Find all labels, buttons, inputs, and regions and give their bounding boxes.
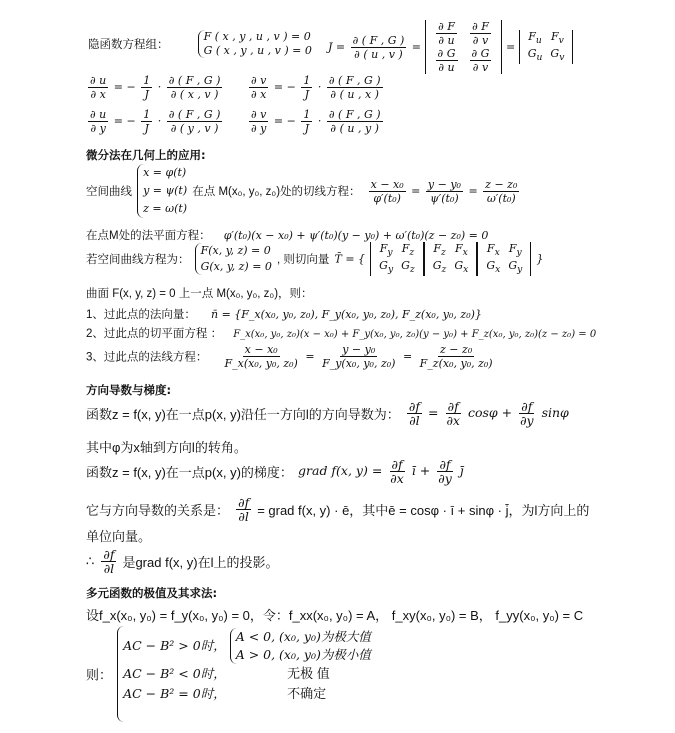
det-entry: [470, 47, 492, 74]
frac-num: ∂ v: [251, 74, 267, 87]
frac-num: ∂f: [521, 399, 533, 414]
det-symbol: G: [454, 259, 464, 273]
directional-line: [86, 400, 569, 427]
det-symbol: F: [508, 242, 517, 255]
frac-den: ∂ x: [251, 88, 267, 101]
curve2-label: 若空间曲线方程为：: [86, 254, 190, 267]
det-den: ∂ v: [472, 61, 489, 74]
det-entry: [470, 20, 491, 47]
det-symbol: G: [401, 259, 410, 273]
frac-num: ∂ ( F , G ): [168, 108, 221, 121]
frac-num: ∂f: [408, 399, 420, 414]
det-symbol: F: [454, 242, 463, 255]
frac-num: 1: [143, 74, 151, 87]
case1: AC − B² > 0时，: [123, 638, 226, 653]
case3: AC − B² = 0时，: [123, 686, 226, 701]
eq-minus: = −: [273, 80, 296, 94]
equals-sign: =: [411, 184, 421, 197]
case1a: A < 0, (x₀, y₀)为极大值: [235, 629, 371, 644]
item1-label: 1、过此点的法向量：: [86, 309, 196, 321]
frac-den: ω′(t₀): [486, 191, 516, 205]
frac-den: ∂l: [103, 561, 115, 576]
frac-den: ∂ y: [90, 122, 106, 135]
implicit-label: 隐函数方程组：: [88, 39, 169, 51]
det-subscript: z: [409, 247, 415, 259]
implicit-system-brace: [198, 30, 312, 58]
det-symbol: G: [550, 47, 560, 60]
jacobian-den: ∂ ( u , v ): [354, 47, 403, 61]
det-subscript: u: [536, 52, 543, 64]
jacobian-num: ∂ ( F , G ): [352, 33, 405, 47]
sin-term: sinφ: [541, 405, 569, 420]
det-symbol: G: [527, 47, 537, 60]
frac-den: ∂l: [409, 413, 420, 428]
extrema-cases: [86, 626, 371, 722]
det-symbol: G: [432, 259, 442, 273]
implicit-eq1: F ( x , y , u , v ) = 0: [203, 30, 311, 43]
normal-plane-row: [86, 224, 488, 243]
directional-heading: 方向导数与梯度:: [86, 383, 172, 397]
det-den: ∂ u: [438, 34, 455, 47]
det-num: ∂ F: [438, 20, 455, 33]
relation-text-2: = grad f(x, y) · ē，其中ē = cosφ · ī + sinφ · j̄，为l方向上的: [257, 503, 590, 518]
unit-i: ī +: [411, 463, 431, 478]
cos-term: cosφ +: [467, 405, 513, 420]
curve-eq: y = ψ(t): [143, 184, 188, 197]
normal-vector-row: [86, 303, 482, 322]
gradient-line: [86, 458, 464, 485]
det-symbol: G: [379, 259, 388, 273]
frac-den: φ′(t₀): [373, 191, 401, 205]
det-subscript: y: [516, 247, 522, 259]
det-subscript: u: [535, 35, 542, 46]
det-symbol: G: [508, 259, 518, 273]
partial-du-dx: [86, 74, 224, 101]
frac-num: ∂f: [439, 457, 451, 472]
item1-eq: n̄ = {F_x(x₀, y₀, z₀), F_y(x₀, y₀, z₀), F_z(x₀, y₀, z₀)}: [211, 308, 482, 321]
partial-du-dy: [86, 108, 224, 135]
frac-num: z − z₀: [440, 343, 473, 356]
equals-sign: =: [402, 349, 413, 363]
curve2-eq: G(x, y, z) = 0: [200, 260, 272, 274]
item2-eq: F_x(x₀, y₀, z₀)(x − x₀) + F_y(x₀, y₀, z₀)(y − y₀) + F_z(x₀, y₀, z₀)(z − z₀) = 0: [233, 329, 597, 340]
normal-plane-eq: φ′(t₀)(x − x₀) + ψ′(t₀)(y − y₀) + ω′(t₀)(z − z₀) = 0: [223, 229, 489, 242]
det-symbol: F: [401, 242, 410, 255]
case2: AC − B² < 0时，: [123, 666, 226, 681]
frac-num: ∂ ( F , G ): [168, 74, 221, 87]
relation-line: [86, 496, 589, 523]
tangent-vector-end: }: [536, 252, 544, 266]
gradient-text: 函数z = f(x, y)在一点p(x, y)的梯度：: [86, 465, 293, 480]
frac-den: ∂ y: [251, 122, 267, 135]
frac-den: J: [144, 122, 149, 135]
det-subscript: x: [494, 247, 500, 259]
det-subscript: v: [558, 35, 564, 46]
curve2-then: , 则切向量: [277, 254, 330, 267]
det-num: ∂ F: [472, 20, 489, 33]
equals-sign: =: [411, 40, 422, 54]
case1b: A > 0, (x₀, y₀)为极小值: [235, 647, 371, 662]
grad-label: grad f(x, y) =: [298, 463, 383, 478]
det-symbol: F: [528, 29, 536, 43]
frac-den: ∂ ( u , y ): [330, 122, 379, 135]
dot: ·: [317, 114, 322, 128]
det-symbol: F: [379, 242, 388, 255]
then-label: 则：: [86, 667, 113, 683]
frac-num: ∂ ( F , G ): [328, 74, 381, 87]
surface-line: 曲面 F(x, y, z) = 0 上一点 M(x₀, y₀, z₀)，则：: [86, 288, 313, 300]
extrema-heading: 多元函数的极值及其求法:: [86, 586, 218, 600]
unit-j: j̄: [459, 463, 464, 478]
frac-num: y − y₀: [342, 343, 376, 356]
frac-den: ∂x: [446, 413, 460, 428]
extrema-setup-line: 设f_x(x₀, y₀) = f_y(x₀, y₀) = 0，令：f_xx(x₀, y₀) = A， f_xy(x₀, y₀) = B， f_yy(x₀, y₀) = C: [86, 608, 584, 623]
rotation-angle-line: 其中φ为x轴到方向l的转角。: [86, 440, 247, 455]
cases-brace: [117, 626, 371, 722]
det-subscript: y: [387, 264, 394, 276]
frac-num: 1: [303, 108, 311, 121]
frac-num: x − x₀: [244, 343, 278, 356]
partial-dv-dx: [247, 74, 385, 101]
tvec-det-3: [477, 242, 531, 276]
equals-sign: =: [505, 40, 516, 54]
jacobian-determinant: [425, 20, 503, 74]
det-symbol: F: [550, 29, 559, 43]
frac-den: ∂l: [238, 509, 249, 524]
equals-sign: =: [305, 349, 315, 363]
projection-line: [86, 548, 278, 575]
det-symbol: F: [486, 242, 495, 255]
item2-label: 2、过此点的切平面方程 ：: [86, 328, 223, 340]
det-symbol: G: [486, 259, 496, 273]
frac-den: ∂x: [390, 471, 404, 486]
frac-num: 1: [143, 108, 151, 121]
det-entry: [436, 20, 457, 47]
frac-num: ∂ v: [251, 108, 267, 121]
equals-sign: =: [427, 405, 439, 420]
det-num: ∂ G: [437, 47, 456, 60]
frac-den: J: [144, 88, 149, 101]
case3-result: 不确定: [287, 686, 327, 701]
geometry-heading: 微分法在几何上的应用:: [86, 148, 206, 162]
frac-den: F_x(x₀, y₀, z₀): [224, 357, 298, 370]
case1-subbrace: [230, 628, 371, 664]
frac-num: ∂ u: [90, 108, 107, 121]
curve2-brace: [195, 243, 272, 275]
det-subscript: y: [517, 264, 523, 276]
case3-row: [123, 684, 371, 704]
det-subscript: z: [441, 264, 447, 276]
frac-den: ∂ ( u , x ): [330, 88, 379, 101]
curve2-eq: F(x, y, z) = 0: [200, 244, 271, 258]
frac-den: ∂y: [438, 471, 452, 486]
dot: ·: [157, 80, 162, 94]
frac-num: ∂f: [103, 547, 115, 562]
det-subscript: x: [462, 247, 468, 259]
det-subscript: v: [559, 52, 565, 64]
partial-dv-dy: [247, 108, 385, 135]
space-curve-row: [86, 164, 522, 218]
det-num: ∂ G: [471, 47, 490, 60]
eq-minus: = −: [113, 80, 136, 94]
eq-minus: = −: [113, 114, 136, 128]
frac-den: ∂ x: [90, 88, 106, 101]
normal-line-row: [86, 343, 497, 370]
frac-num: ∂ u: [90, 74, 107, 87]
frac-den: F_z(x₀, y₀, z₀): [419, 357, 493, 370]
therefore-sign: ∴: [86, 553, 95, 569]
tvec-det-1: [370, 242, 424, 276]
normal-plane-label: 在点M处的法平面方程：: [86, 230, 211, 242]
relation-text: 它与方向导数的关系是：: [86, 503, 230, 518]
frac-den: ∂ ( y , v ): [170, 122, 219, 135]
equals-sign: =: [468, 184, 478, 197]
unit-vector-line: 单位向量。: [86, 529, 152, 544]
item3-label: 3、过此点的法线方程：: [86, 351, 208, 364]
frac-den: ψ′(t₀): [430, 191, 459, 205]
tangent-plane-row: [86, 322, 596, 341]
det-subscript: x: [495, 264, 501, 276]
jacobian-fraction: [351, 34, 407, 61]
dot: ·: [157, 114, 162, 128]
det-subscript: z: [409, 264, 415, 276]
det-symbol: F: [433, 242, 441, 255]
det-subscript: y: [387, 247, 393, 259]
implicit-system-row: [88, 30, 312, 58]
det-den: ∂ v: [472, 34, 489, 47]
curve2-row: [86, 242, 543, 276]
frac-num: y − y₀: [427, 177, 461, 191]
curve-eq: x = φ(t): [143, 166, 187, 179]
dot: ·: [317, 80, 322, 94]
frac-num: z − z₀: [485, 177, 518, 191]
jacobian-lhs: J =: [328, 40, 346, 54]
short-determinant: [519, 30, 574, 64]
frac-den: J: [304, 122, 310, 135]
curve-point-text: 在点 M(x₀, y₀, z₀)处的切线方程：: [192, 186, 361, 198]
frac-num: x − x₀: [370, 177, 404, 191]
frac-num: ∂f: [391, 457, 403, 472]
frac-den: ∂y: [520, 413, 534, 428]
curve-eq: z = ω(t): [143, 202, 188, 215]
det-subscript: z: [440, 247, 446, 259]
tangent-vector: T̄ = {: [334, 252, 366, 266]
jacobian-row: [328, 20, 573, 74]
curve-label: 空间曲线: [86, 186, 132, 198]
frac-num: ∂f: [447, 399, 459, 414]
case2-row: [123, 664, 371, 684]
eq-minus: = −: [273, 114, 296, 128]
frac-num: 1: [303, 74, 311, 87]
frac-den: ∂ ( x , v ): [170, 88, 219, 101]
det-entry: [436, 47, 458, 74]
case2-result: 无极 值: [287, 666, 330, 681]
case1-row: [123, 628, 371, 664]
frac-num: ∂f: [238, 495, 250, 510]
frac-den: J: [304, 88, 310, 101]
det-subscript: x: [463, 264, 469, 276]
det-den: ∂ u: [438, 61, 455, 74]
tvec-det-2: [424, 242, 478, 276]
frac-num: ∂ ( F , G ): [328, 108, 381, 121]
implicit-eq2: G ( x , y , u , v ) = 0: [203, 44, 312, 57]
projection-text: 是grad f(x, y)在l上的投影。: [122, 555, 279, 570]
frac-den: F_y(x₀, y₀, z₀): [322, 357, 396, 370]
directional-text: 函数z = f(x, y)在一点p(x, y)沿任一方向l的方向导数为：: [86, 407, 400, 422]
curve-brace: [137, 164, 187, 218]
